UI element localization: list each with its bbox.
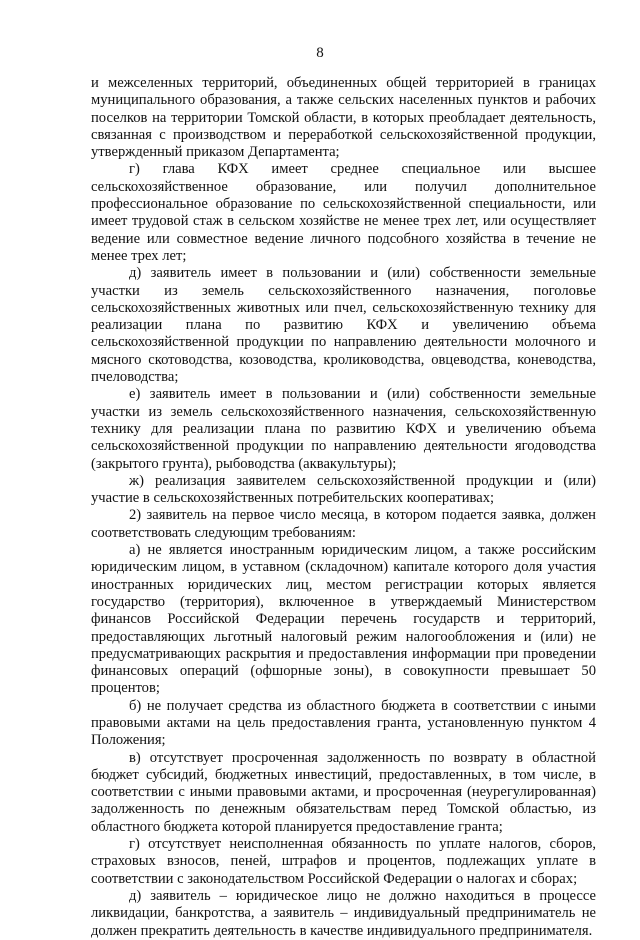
paragraph-item-g-taxes: г) отсутствует неисполненная обязанность по уплате налогов, сборов, страховых взносов, пеней, штрафов и процентов, подлежащих уплате в соответствии с законодательством Российской Федерации о налогах и сборах; — [91, 836, 596, 887]
document-body — [91, 75, 596, 940]
paragraph-item-e-land-equipment: е) заявитель имеет в пользовании и (или) собственности земельные участки из земель сельскохозяйственного назначения, сельскохозяйственную технику для реализации плана по развитию КФХ и увеличению объема сельскохозяйственной продукции по направлению деятельности ягодоводства (закрытого грунта), рыбоводства (аквакультуры); — [91, 386, 596, 472]
paragraph-requirement-2: 2) заявитель на первое число месяца, в котором подается заявка, должен соответствовать следующим требованиям: — [91, 507, 596, 541]
paragraph-item-v-debt: в) отсутствует просроченная задолженность по возврату в областной бюджет субсидий, бюджетных инвестиций, предоставленных, в том числе, в соответствии с иными правовыми актами, и просроченная (неурегулированная) задолженность по денежным обязательствам перед Томской областью, из областного бюджета которой планируется предоставление гранта; — [91, 749, 596, 835]
paragraph-item-zh-sales: ж) реализация заявителем сельскохозяйственной продукции и (или) участие в сельскохозяйственных потребительских кооперативах; — [91, 472, 596, 507]
page-number: 8 — [316, 45, 324, 61]
paragraph-item-d-liquidation: д) заявитель – юридическое лицо не должно находиться в процессе ликвидации, банкротства, а заявитель – индивидуальный предприниматель не должен прекратить деятельность в качестве индивидуального предпринимателя. — [91, 887, 596, 939]
paragraph-item-a-foreign-entity: а) не является иностранным юридическим лицом, а также российским юридическим лицом, в уставном (складочном) капитале которого доля участия иностранных юридических лиц, местом регистрации которых является государство (территория), включенное в утверждаемый Министерством финансов Российской Федерации перечень государств и территорий, предоставляющих льготный налоговый режим налогообложения и (или) не предусматривающих раскрытия и предоставления информации при проведении финансовых операций (офшорные зоны), в совокупности превышает 50 процентов; — [91, 542, 596, 697]
paragraph-item-g-education: г) глава КФХ имеет среднее специальное или высшее сельскохозяйственное образование, или получил дополнительное профессиональное образование по сельскохозяйственной специальности, или имеет трудовой стаж в сельском хозяйстве не менее трех лет, или осуществляет ведение или совместное ведение личного подсобного хозяйства в течение не менее трех лет; — [91, 161, 596, 264]
paragraph-item-b-budget-funds: б) не получает средства из областного бюджета в соответствии с иными правовыми актами на цель предоставления гранта, установленную пунктом 4 Положения; — [91, 697, 596, 749]
paragraph-continuation: и межселенных территорий, объединенных общей территорией в границах муниципального образования, а также сельских населенных пунктов и рабочих поселков на территории Томской области, в которых преобладает деятельность, связанная с производством и переработкой сельскохозяйственной продукции, утвержденный приказом Департамента; — [91, 75, 596, 161]
paragraph-item-d-land-livestock: д) заявитель имеет в пользовании и (или) собственности земельные участки из земель сельскохозяйственного назначения, поголовье сельскохозяйственных животных или пчел, сельскохозяйственную технику для реализации плана по развитию КФХ и увеличению объема сельскохозяйственной продукции по направлению деятельности молочного и мясного скотоводства, козоводства, кролиководства, овцеводства, коневодства, пчеловодства; — [91, 265, 596, 386]
